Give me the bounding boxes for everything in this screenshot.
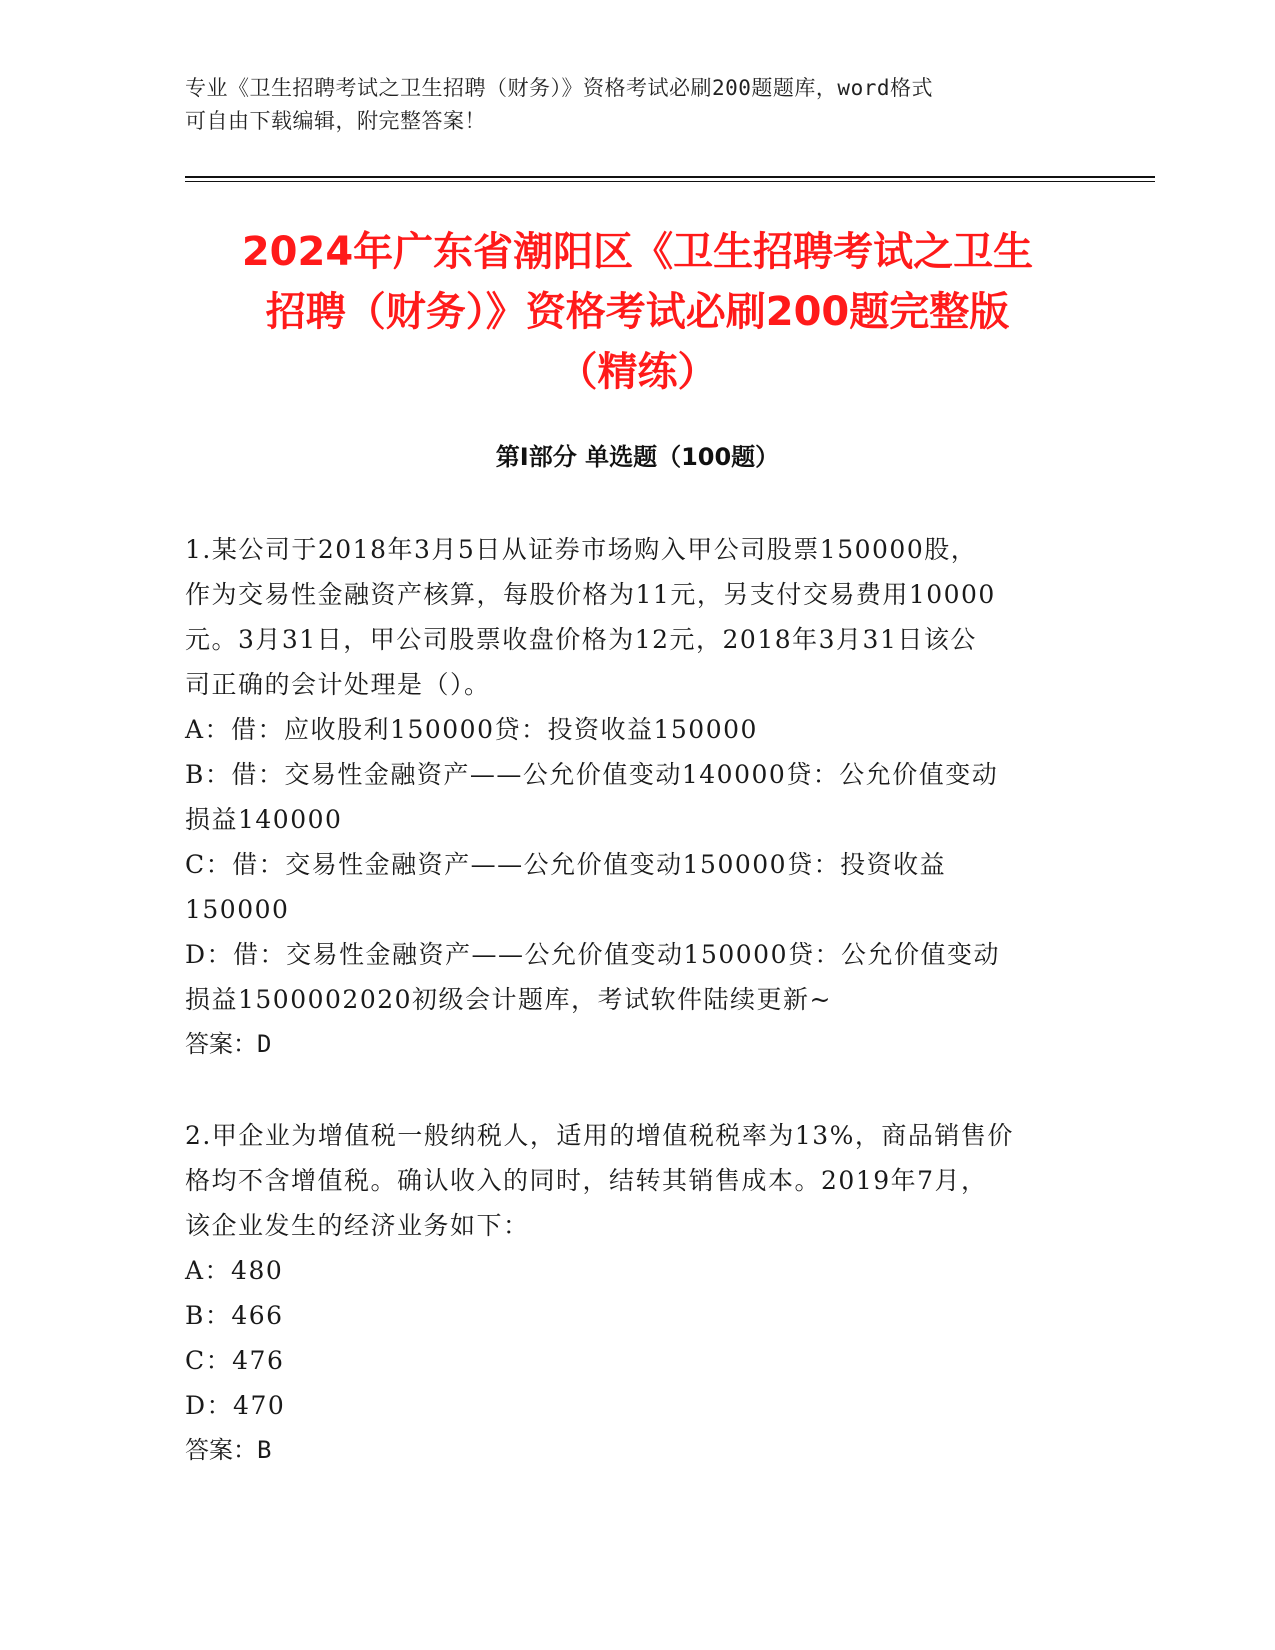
- title-line: 招聘（财务）》资格考试必刷200题完整版: [265, 289, 1010, 335]
- header-note-line: 可自由下载编辑，附完整答案！: [185, 109, 486, 133]
- answer-label: 答案：B: [185, 1436, 272, 1464]
- option-b-continued: 损益140000: [185, 805, 343, 834]
- option-c: C：借：交易性金融资产——公允价值变动150000贷：投资收益: [185, 850, 947, 879]
- option-a: A：借：应收股利150000贷：投资收益150000: [185, 715, 758, 744]
- option-c: C：476: [185, 1346, 285, 1375]
- option-d: D：470: [185, 1391, 286, 1420]
- question-1: [185, 527, 1065, 1067]
- option-b: B：466: [185, 1301, 284, 1330]
- header-note-line: 专业《卫生招聘考试之卫生招聘（财务）》资格考试必刷200题题库，word格式: [185, 76, 933, 100]
- question-text-line: 司正确的会计处理是（）。: [185, 670, 491, 699]
- section-heading: 第Ⅰ部分 单选题（100题）: [495, 443, 780, 471]
- option-d-continued: 损益1500002020初级会计题库，考试软件陆续更新~: [185, 985, 833, 1014]
- question-text-line: 元。3月31日，甲公司股票收盘价格为12元，2018年3月31日该公: [185, 625, 977, 654]
- title-line: （精练）: [557, 349, 718, 395]
- option-d: D：借：交易性金融资产——公允价值变动150000贷：公允价值变动: [185, 940, 1000, 969]
- option-a: A：480: [185, 1256, 284, 1285]
- question-text-line: 1.某公司于2018年3月5日从证券市场购入甲公司股票150000股，: [185, 535, 978, 564]
- question-text-line: 该企业发生的经济业务如下：: [185, 1211, 530, 1240]
- header-note: [185, 72, 1065, 138]
- option-c-continued: 150000: [185, 895, 290, 924]
- option-b: B：借：交易性金融资产——公允价值变动140000贷：公允价值变动: [185, 760, 999, 789]
- question-2: [185, 1113, 1065, 1473]
- question-text-line: 2.甲企业为增值税一般纳税人，适用的增值税税率为13%，商品销售价: [185, 1121, 1014, 1150]
- answer-label: 答案：D: [185, 1030, 272, 1058]
- header-divider-thick: [185, 176, 1155, 178]
- question-text-line: 作为交易性金融资产核算，每股价格为11元，另支付交易费用10000: [185, 580, 996, 609]
- question-text-line: 格均不含增值税。确认收入的同时，结转其销售成本。2019年7月，: [185, 1166, 988, 1195]
- header-divider-thin: [185, 181, 1155, 182]
- document-title: [150, 222, 1125, 402]
- title-line: 2024年广东省潮阳区《卫生招聘考试之卫生: [241, 229, 1034, 275]
